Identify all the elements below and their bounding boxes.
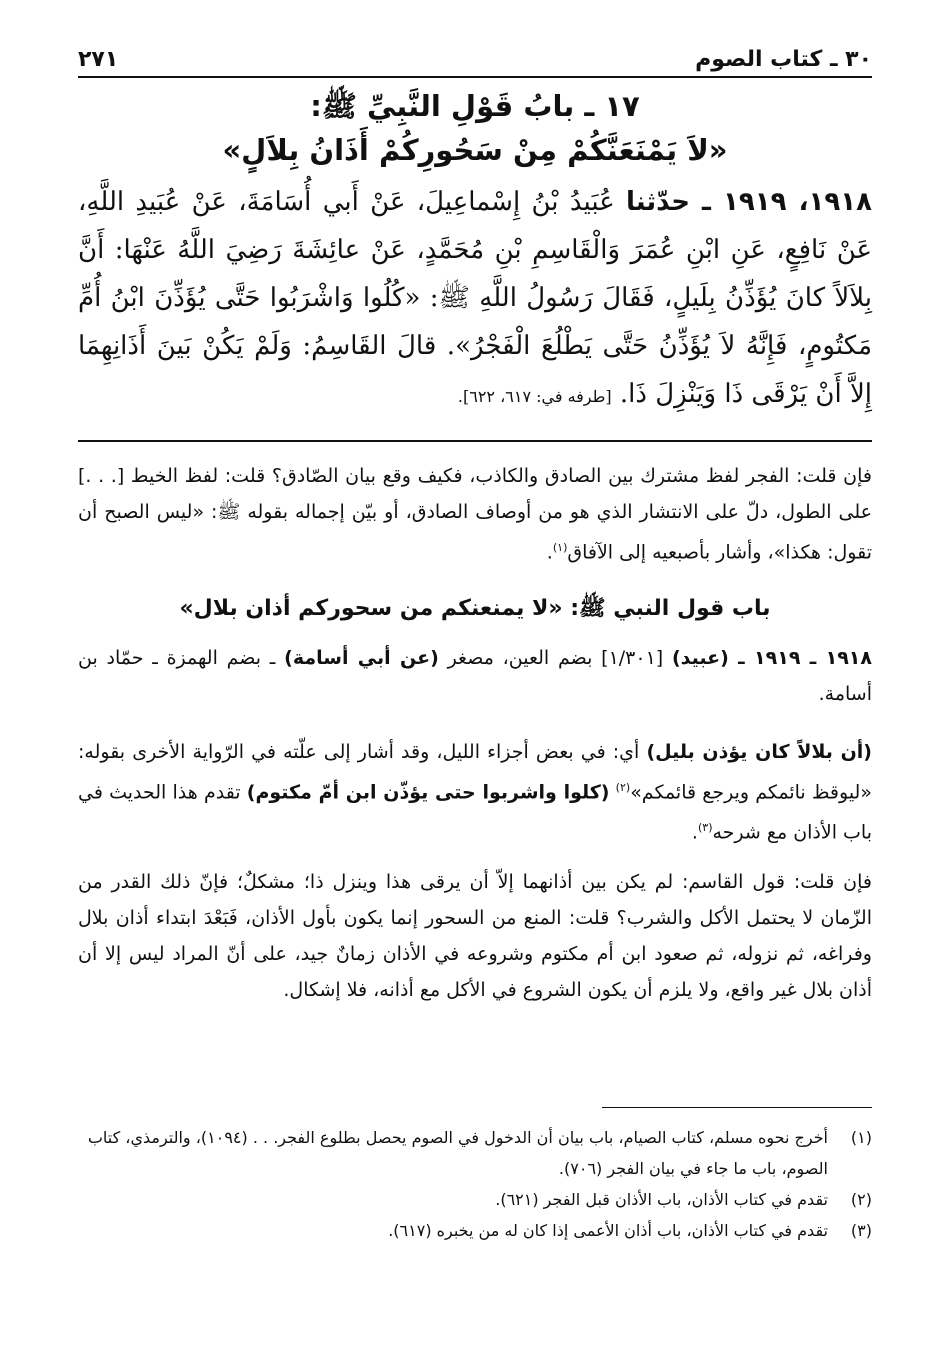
chapter-title-line2: «لاَ يَمْنَعَنَّكُمْ مِنْ سَحُورِكُمْ أَذَانُ بِلاَلٍ» bbox=[222, 133, 728, 167]
commentary-p2-number: ١٩١٨ ـ ١٩١٩ ـ (عبيد) bbox=[672, 647, 872, 669]
commentary-p1-text: فإن قلت: الفجر لفظ مشترك بين الصادق والكاذب، فكيف وقع بيان الصّادق؟ قلت: لفظ الخيط [. . .] على الطول، دلّ على الانتشار الذي هو من أوصاف الصادق، أو بيّن إجماله بقوله ﷺ: «ليس الصبح أن تقول: هكذا»، وأشار بأصبعيه إلى الآفاق bbox=[78, 465, 872, 564]
hadith-body: عُبَيدُ بْنُ إِسْماعِيلَ، عَنْ أَبي أُسَامَةَ، عَنْ عُبَيدِ اللَّهِ، عَنْ نَافِعٍ، عَنِ ابْنِ عُمَرَ وَالْقَاسِمِ بْنِ مُحَمَّدٍ، عَنْ عائِشَةَ رَضِيَ اللَّهُ عَنْهَا: أَنَّ بِلاَلاً كانَ يُؤَذِّنُ بِلَيلٍ، فَقَالَ رَسُولُ اللَّهِ ﷺ: «كُلُوا وَاشْرَبُوا حَتَّى يُؤَذِّنَ ابْنُ أُمِّ مَكتُومٍ، فَإِنَّهُ لاَ يُؤَذِّنُ حَتَّى يَطْلُعَ الْفَجْرُ». قالَ القَاسِمُ: وَلَمْ يَكُنْ بَينَ أَذَانِهِمَا إِلاَّ أَنْ يَرْقَى ذَا وَيَنْزِلَ ذَا. bbox=[78, 187, 872, 409]
footnote-number: (٢) bbox=[850, 1190, 872, 1209]
commentary-paragraph-1 bbox=[78, 458, 872, 570]
commentary-p3-text2: تقدم هذا الحديث في باب الأذان مع شرحه bbox=[78, 781, 872, 844]
footnote-ref-1: (١) bbox=[552, 541, 568, 554]
hadith-text-block bbox=[78, 178, 872, 421]
footnotes bbox=[78, 1122, 872, 1246]
footnote-text: أخرج نحوه مسلم، كتاب الصيام، باب بيان أن الدخول في الصوم يحصل بطلوع الفجر. . . (١٠٩٤)، والترمذي، كتاب الصوم، باب ما جاء في بيان الفجر (٧٠٦). bbox=[87, 1128, 828, 1178]
commentary-paragraph-2 bbox=[78, 640, 872, 712]
commentary-p3-text1: أي: في بعض أجزاء الليل، وقد أشار إلى علّته في الرّواية الأخرى بقوله: «ليوقظ نائمكم ويرجع قائمكم» bbox=[78, 741, 872, 804]
hadith-tarf: [طرفه في: ٦١٧، ٦٢٢]. bbox=[457, 387, 612, 406]
commentary-p2-bold: (عن أبي أسامة) bbox=[284, 647, 439, 669]
footnote-ref-3: (٣) bbox=[697, 821, 713, 835]
footnote-2 bbox=[78, 1184, 872, 1215]
commentary-p2-rest: ـ بضم الهمزة ـ حمّاد بن أسامة. bbox=[78, 647, 872, 705]
commentary-bab-title: باب قول النبي ﷺ: «لا يمنعنكم من سحوركم أذان بلال» bbox=[179, 596, 771, 621]
commentary-paragraph-3 bbox=[78, 734, 872, 851]
chapter-title-line1: ١٧ ـ بابُ قَوْلِ النَّبِيِّ ﷺ: bbox=[310, 89, 640, 123]
commentary-p3-bold1: (أن بلالاً كان يؤذن بليل) bbox=[646, 741, 872, 763]
footnote-1 bbox=[78, 1122, 872, 1184]
footnote-text: تقدم في كتاب الأذان، باب أذان الأعمى إذا كان له من يخبره (٦١٧). bbox=[388, 1221, 828, 1240]
commentary-p2-text: [١/٣٠١] بضم العين، مصغر bbox=[447, 647, 664, 669]
commentary-p1-end: . bbox=[546, 541, 553, 564]
header-rule bbox=[78, 76, 872, 78]
running-chapter-title: ٣٠ ـ كتاب الصوم bbox=[695, 47, 872, 72]
section-separator bbox=[78, 440, 872, 442]
page-number: ٢٧١ bbox=[78, 47, 119, 72]
commentary-p3-end: . bbox=[691, 821, 698, 844]
footnote-3 bbox=[78, 1215, 872, 1246]
footnote-rule bbox=[602, 1107, 872, 1108]
hadith-number: ١٩١٨، ١٩١٩ ـ حدّثنا bbox=[626, 187, 872, 217]
footnote-number: (١) bbox=[850, 1128, 872, 1147]
running-header bbox=[78, 28, 872, 72]
commentary-p3-bold2: (كلوا واشربوا حتى يؤذّن ابن أمّ مكتوم) bbox=[246, 781, 610, 804]
footnote-number: (٣) bbox=[850, 1221, 872, 1240]
commentary-paragraph-4: فإن قلت: قول القاسم: لم يكن بين أذانهما إلاّ أن يرقى هذا وينزل ذا؛ مشكلٌ؛ فإنّ ذلك القدر من الزّمان لا يحتمل الأكل والشرب؟ قلت: المنع من السحور إنما يكون بأول الأذان، فَبَعْدَ ابتداء أذان بلال وفراغه، ثم نزوله، ثم صعود ابن أم مكتوم وشروعه في الأذان زمانٌ جيد، على أنّ المراد ليس إلا أن أذان بلال غير واقع، ولا يلزم أن يكون الشروع في الأكل مع أذانه، فلا إشكال. bbox=[78, 871, 872, 1001]
footnote-ref-2: (٢) bbox=[615, 781, 631, 794]
chapter-heading bbox=[78, 84, 872, 172]
footnote-text: تقدم في كتاب الأذان، باب الأذان قبل الفجر (٦٢١). bbox=[495, 1190, 828, 1209]
